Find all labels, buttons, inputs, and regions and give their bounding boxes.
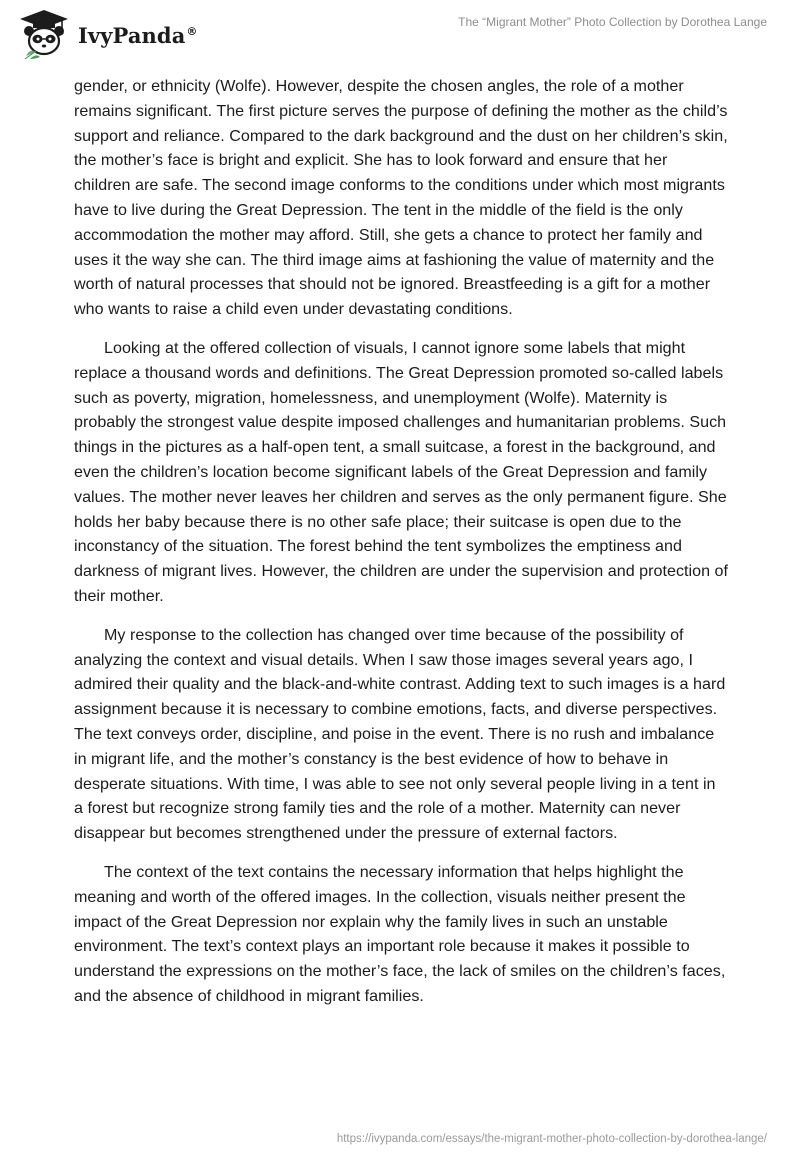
ivypanda-logo[interactable] <box>16 6 198 62</box>
brand-name-text: IvyPanda <box>78 22 186 48</box>
paragraph-3: My response to the collection has changed over time because of the possibility of analyzing the context and visual details. When I saw those images several years ago, I admired their quality and the black-and-white contrast. Adding text to such images is a hard assignment because it is necessary to combine emotions, facts, and diverse perspectives. The text conveys order, discipline, and poise in the event. There is no rush and imbalance in migrant life, and the mother’s constancy is the best evidence of how to behave in desperate situations. With time, I was able to see not only several people living in a tent in a forest but recognize strong family ties and the role of a mother. Maternity can never disappear but becomes strengthened under the pressure of external factors. <box>74 625 726 843</box>
paragraph-4: The context of the text contains the necessary information that helps highlight the meaning and worth of the offered images. In the collection, visuals neither present the impact of the Great Depression nor explain why the family lives in such an unstable environment. The text’s context plays an important role because it makes it possible to understand the expressions on the mother’s face, the lack of smiles on the children’s faces, and the absence of childhood in migrant families. <box>74 862 726 1005</box>
panda-graduate-logo-icon <box>16 6 72 62</box>
source-url[interactable]: https://ivypanda.com/essays/the-migrant-mother-photo-collection-by-dorothea-lange/ <box>336 1133 767 1145</box>
paragraph-1: gender, or ethnicity (Wolfe). However, despite the chosen angles, the role of a mother remains significant. The first picture serves the purpose of defining the mother as the child’s support and reliance. Compared to the dark background and the dust on her children’s skin, the mother’s face is bright and explicit. She has to look forward and ensure that her children are safe. The second image conforms to the conditions under which most migrants have to live during the Great Depression. The tent in the middle of the field is the only accommodation the mother may afford. Still, she gets a chance to protect her family and uses it the way she can. The third image aims at fashioning the value of maternity and the worth of natural processes that should not be ignored. Breastfeeding is a gift for a mother who wants to raise a child even under devastating conditions. <box>74 77 728 319</box>
essay-body <box>74 74 728 1023</box>
page-header <box>0 0 800 70</box>
registered-mark: ® <box>186 24 198 38</box>
document-title: The “Migrant Mother” Photo Collection by Dorothea Lange <box>458 15 767 29</box>
paragraph-2: Looking at the offered collection of visuals, I cannot ignore some labels that might replace a thousand words and definitions. The Great Depression promoted so-called labels such as poverty, migration, homelessness, and unemployment (Wolfe). Maternity is probably the strongest value despite imposed challenges and humanitarian problems. Such things in the pictures as a half-open tent, a small suitcase, a forest in the background, and even the children’s location become significant labels of the Great Depression and family values. The mother never leaves her children and serves as the only permanent figure. She holds her baby because there is no other safe place; their suitcase is open due to the inconstancy of the situation. The forest behind the tent symbolizes the emptiness and darkness of migrant lives. However, the children are under the supervision and protection of their mother. <box>74 338 728 605</box>
brand-name <box>78 23 198 48</box>
